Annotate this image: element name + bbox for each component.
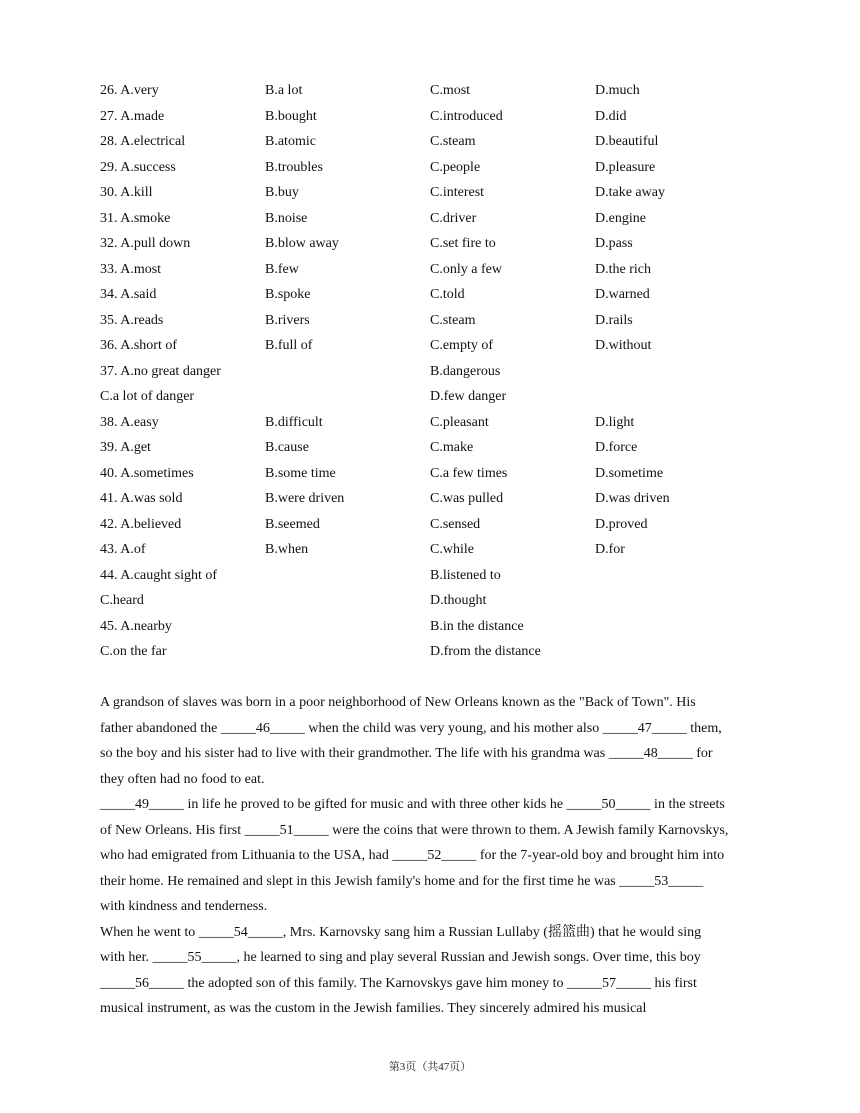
option-b: B.were driven	[265, 491, 345, 506]
option-row	[100, 486, 780, 512]
option-row	[100, 155, 780, 181]
option-c: C.told	[430, 287, 465, 302]
option-row	[100, 614, 780, 640]
option-c: C.steam	[430, 312, 476, 328]
option-b: B.seemed	[265, 516, 320, 532]
option-a: C.heard	[100, 593, 144, 608]
option-c: C.people	[430, 159, 481, 175]
option-a: 34. A.said	[100, 287, 157, 302]
passage-line: musical instrument, as was the custom in the Jewish families. They sincerely admired his musical	[100, 1001, 647, 1016]
option-a: 43. A.of	[100, 542, 146, 557]
option-b: B.a lot	[265, 83, 303, 98]
option-a: 39. A.get	[100, 440, 151, 455]
option-a: 35. A.reads	[100, 312, 164, 328]
option-row	[100, 180, 780, 206]
option-c: D.thought	[430, 593, 487, 608]
option-d: D.without	[595, 338, 652, 353]
option-row	[100, 384, 780, 410]
option-row	[100, 563, 780, 589]
passage-line: father abandoned the _____46_____ when the child was very young, and his mother also _____47_____ them,	[100, 720, 722, 736]
option-d: D.pleasure	[595, 159, 656, 175]
option-c: C.most	[430, 83, 471, 98]
option-c: C.interest	[430, 185, 485, 200]
passage-line: with her. _____55_____, he learned to sing and play several Russian and Jewish songs. Over time, this boy	[100, 950, 701, 965]
option-row	[100, 359, 780, 385]
page-number-footer: 第3页（共47页）	[388, 1061, 472, 1073]
passage-line: their home. He remained and slept in this Jewish family's home and for the first time he was _____53_____	[100, 873, 704, 889]
option-a: 27. A.made	[100, 108, 165, 124]
option-a: 32. A.pull down	[100, 236, 191, 251]
option-a: 26. A.very	[100, 83, 159, 98]
option-row	[100, 410, 780, 436]
reading-passage	[100, 690, 770, 1022]
passage-line: who had emigrated from Lithuania to the USA, had _____52_____ for the 7-year-old boy and brought him into	[100, 848, 725, 863]
option-c: C.was pulled	[430, 491, 504, 506]
option-d: D.much	[595, 83, 640, 98]
option-b: B.rivers	[265, 312, 310, 328]
passage-line: When he went to _____54_____, Mrs. Karnovsky sang him a Russian Lullaby (摇篮曲) that he would sing	[100, 924, 702, 940]
passage-line: _____56_____ the adopted son of this family. The Karnovskys gave him money to _____57_____ his first	[100, 975, 697, 991]
option-a: 33. A.most	[100, 261, 162, 277]
option-row	[100, 231, 780, 257]
passage-line: of New Orleans. His first _____51_____ were the coins that were thrown to them. A Jewish family Karnovskys,	[100, 822, 729, 838]
option-c: D.from the distance	[430, 644, 541, 659]
option-row	[100, 639, 780, 665]
option-row	[100, 512, 780, 538]
option-c: C.pleasant	[430, 414, 489, 430]
option-a: 45. A.nearby	[100, 618, 172, 634]
option-c: C.a few times	[430, 465, 508, 481]
option-a: C.on the far	[100, 644, 167, 659]
option-row	[100, 461, 780, 487]
option-b: B.buy	[265, 185, 299, 200]
option-b: B.troubles	[265, 159, 323, 175]
passage-line: so the boy and his sister had to live with their grandmother. The life with his grandma was _____48_____ for	[100, 746, 713, 761]
option-d: D.proved	[595, 516, 648, 532]
option-c: C.empty of	[430, 338, 493, 353]
option-b: B.cause	[265, 440, 309, 455]
option-a: 38. A.easy	[100, 414, 159, 430]
option-b: B.full of	[265, 338, 313, 353]
option-b: B.blow away	[265, 236, 339, 251]
option-c: D.few danger	[430, 389, 507, 404]
option-a: 37. A.no great danger	[100, 363, 221, 379]
option-d: D.beautiful	[595, 134, 659, 149]
passage-line: with kindness and tenderness.	[100, 899, 268, 914]
option-c: C.sensed	[430, 516, 481, 532]
option-d: D.the rich	[595, 261, 651, 277]
option-a: 28. A.electrical	[100, 134, 186, 149]
option-b: B.noise	[265, 210, 308, 226]
option-a: 41. A.was sold	[100, 491, 183, 506]
option-b: B.spoke	[265, 287, 311, 302]
option-a: 31. A.smoke	[100, 210, 171, 226]
option-a: C.a lot of danger	[100, 389, 195, 404]
option-d: D.for	[595, 542, 625, 557]
option-c: C.while	[430, 542, 474, 557]
option-row	[100, 129, 780, 155]
option-a: 36. A.short of	[100, 338, 177, 353]
passage-line: _____49_____ in life he proved to be gifted for music and with three other kids he _____50_____ in the streets	[100, 797, 725, 812]
option-a: 29. A.success	[100, 159, 176, 175]
option-c: C.set fire to	[430, 236, 496, 251]
option-a: 30. A.kill	[100, 185, 153, 200]
option-c: C.make	[430, 440, 474, 455]
passage-line: A grandson of slaves was born in a poor neighborhood of New Orleans known as the "Back of Town". His	[100, 695, 696, 710]
option-c: C.introduced	[430, 108, 503, 124]
option-a: 40. A.sometimes	[100, 465, 194, 481]
option-row	[100, 78, 780, 104]
option-row	[100, 206, 780, 232]
option-row	[100, 257, 780, 283]
option-d: D.did	[595, 108, 627, 124]
option-row	[100, 588, 780, 614]
option-c: B.dangerous	[430, 363, 501, 379]
option-c: B.in the distance	[430, 618, 524, 634]
option-c: C.only a few	[430, 261, 502, 277]
option-d: D.take away	[595, 185, 665, 200]
option-c: B.listened to	[430, 567, 501, 583]
option-d: D.was driven	[595, 491, 670, 506]
option-d: D.rails	[595, 312, 633, 328]
option-b: B.atomic	[265, 134, 316, 149]
option-row	[100, 282, 780, 308]
option-d: D.engine	[595, 210, 646, 226]
option-a: 42. A.believed	[100, 516, 182, 532]
option-b: B.bought	[265, 108, 317, 124]
option-row	[100, 104, 780, 130]
option-d: D.sometime	[595, 465, 664, 481]
option-c: C.steam	[430, 134, 476, 149]
option-row	[100, 333, 780, 359]
option-b: B.difficult	[265, 414, 323, 430]
option-d: D.pass	[595, 236, 633, 251]
option-row	[100, 308, 780, 334]
option-row	[100, 435, 780, 461]
option-d: D.force	[595, 440, 638, 455]
option-d: D.warned	[595, 287, 650, 302]
answer-options-list	[100, 78, 780, 665]
passage-line: they often had no food to eat.	[100, 771, 265, 787]
option-d: D.light	[595, 414, 635, 430]
option-row	[100, 537, 780, 563]
option-a: 44. A.caught sight of	[100, 567, 218, 583]
option-b: B.when	[265, 542, 309, 557]
option-b: B.some time	[265, 465, 336, 481]
option-c: C.driver	[430, 210, 477, 226]
option-b: B.few	[265, 261, 299, 277]
